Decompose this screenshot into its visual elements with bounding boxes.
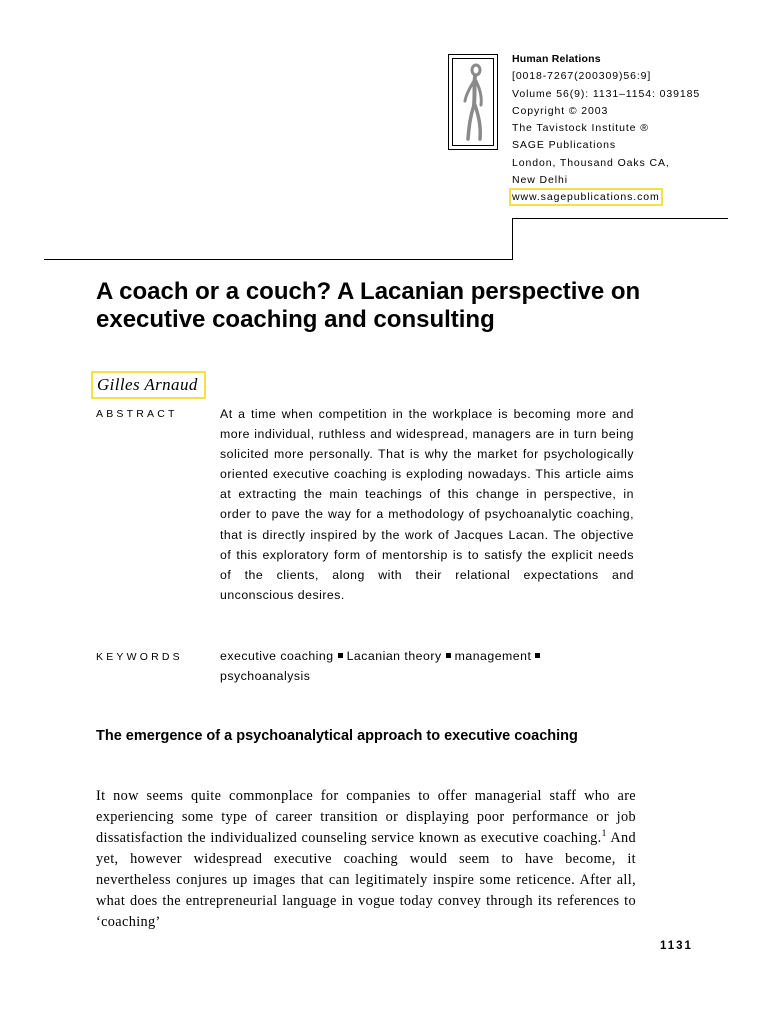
section-heading: The emergence of a psychoanalytical approach to executive coaching <box>96 728 578 744</box>
keyword-item: psychoanalysis <box>220 669 311 683</box>
page-number: 1131 <box>660 940 693 952</box>
keywords-label: KEYWORDS <box>96 651 183 663</box>
journal-name: Human Relations <box>512 53 601 65</box>
journal-location-2: New Delhi <box>512 174 568 187</box>
body-text-part: It now seems quite commonplace for companies to offer managerial staff who are experiencing some type of career transition or displaying poor performance or job dissatisfaction the individualized counseling service known as executive coaching. <box>96 788 636 846</box>
keyword-item: executive coaching <box>220 649 334 663</box>
journal-volume: Volume 56(9): 1131–1154: 039185 <box>512 87 701 100</box>
journal-info <box>512 51 712 207</box>
header-rule-bottom <box>44 259 513 260</box>
journal-institute: The Tavistock Institute ® <box>512 122 649 135</box>
abstract-label: ABSTRACT <box>96 408 178 420</box>
header-rule-vertical <box>512 218 513 260</box>
keyword-item: Lacanian theory <box>346 649 442 663</box>
article-title: A coach or a couch? A Lacanian perspective on executive coaching and consulting <box>96 278 641 333</box>
header-rule-top <box>512 218 728 219</box>
abstract-text: At a time when competition in the workplace is becoming more and more individual, ruthless and widespread, managers are in turn being solicited more personally. That is why the market for psychologically oriented executive coaching is exploding nowadays. This article aims at extracting the main teachings of this change in perspective, in order to pave the way for a methodology of psychoanalytic coaching, that is directly inspired by the work of Jacques Lacan. The objective of this exploratory form of mentorship is to satisfy the explicit needs of the clients, along with their relational expectations and unconscious desires. <box>220 407 634 602</box>
journal-url-link[interactable]: www.sagepublications.com <box>512 191 660 204</box>
author-name[interactable]: Gilles Arnaud <box>91 371 206 399</box>
footnote-ref[interactable]: 1 <box>601 829 607 840</box>
journal-logo <box>448 54 498 150</box>
body-paragraph <box>96 786 636 933</box>
walking-figure-icon <box>453 59 495 147</box>
keyword-item: management <box>454 649 532 663</box>
journal-copyright: Copyright © 2003 <box>512 104 609 117</box>
bullet-square-icon <box>446 653 451 658</box>
journal-publisher: SAGE Publications <box>512 139 617 152</box>
keywords-list <box>220 646 634 686</box>
body-text-part: And yet, however widespread executive coaching would seem to have become, it nevertheless conjures up images that can legitimately inspire some reticence. After all, what does the entrepreneurial language in vogue today convey through its references to ‘coaching’ <box>96 830 636 930</box>
bullet-square-icon <box>338 653 343 658</box>
journal-location: London, Thousand Oaks CA, <box>512 156 670 169</box>
bullet-square-icon <box>535 653 540 658</box>
journal-issn: [0018-7267(200309)56:9] <box>512 70 652 83</box>
